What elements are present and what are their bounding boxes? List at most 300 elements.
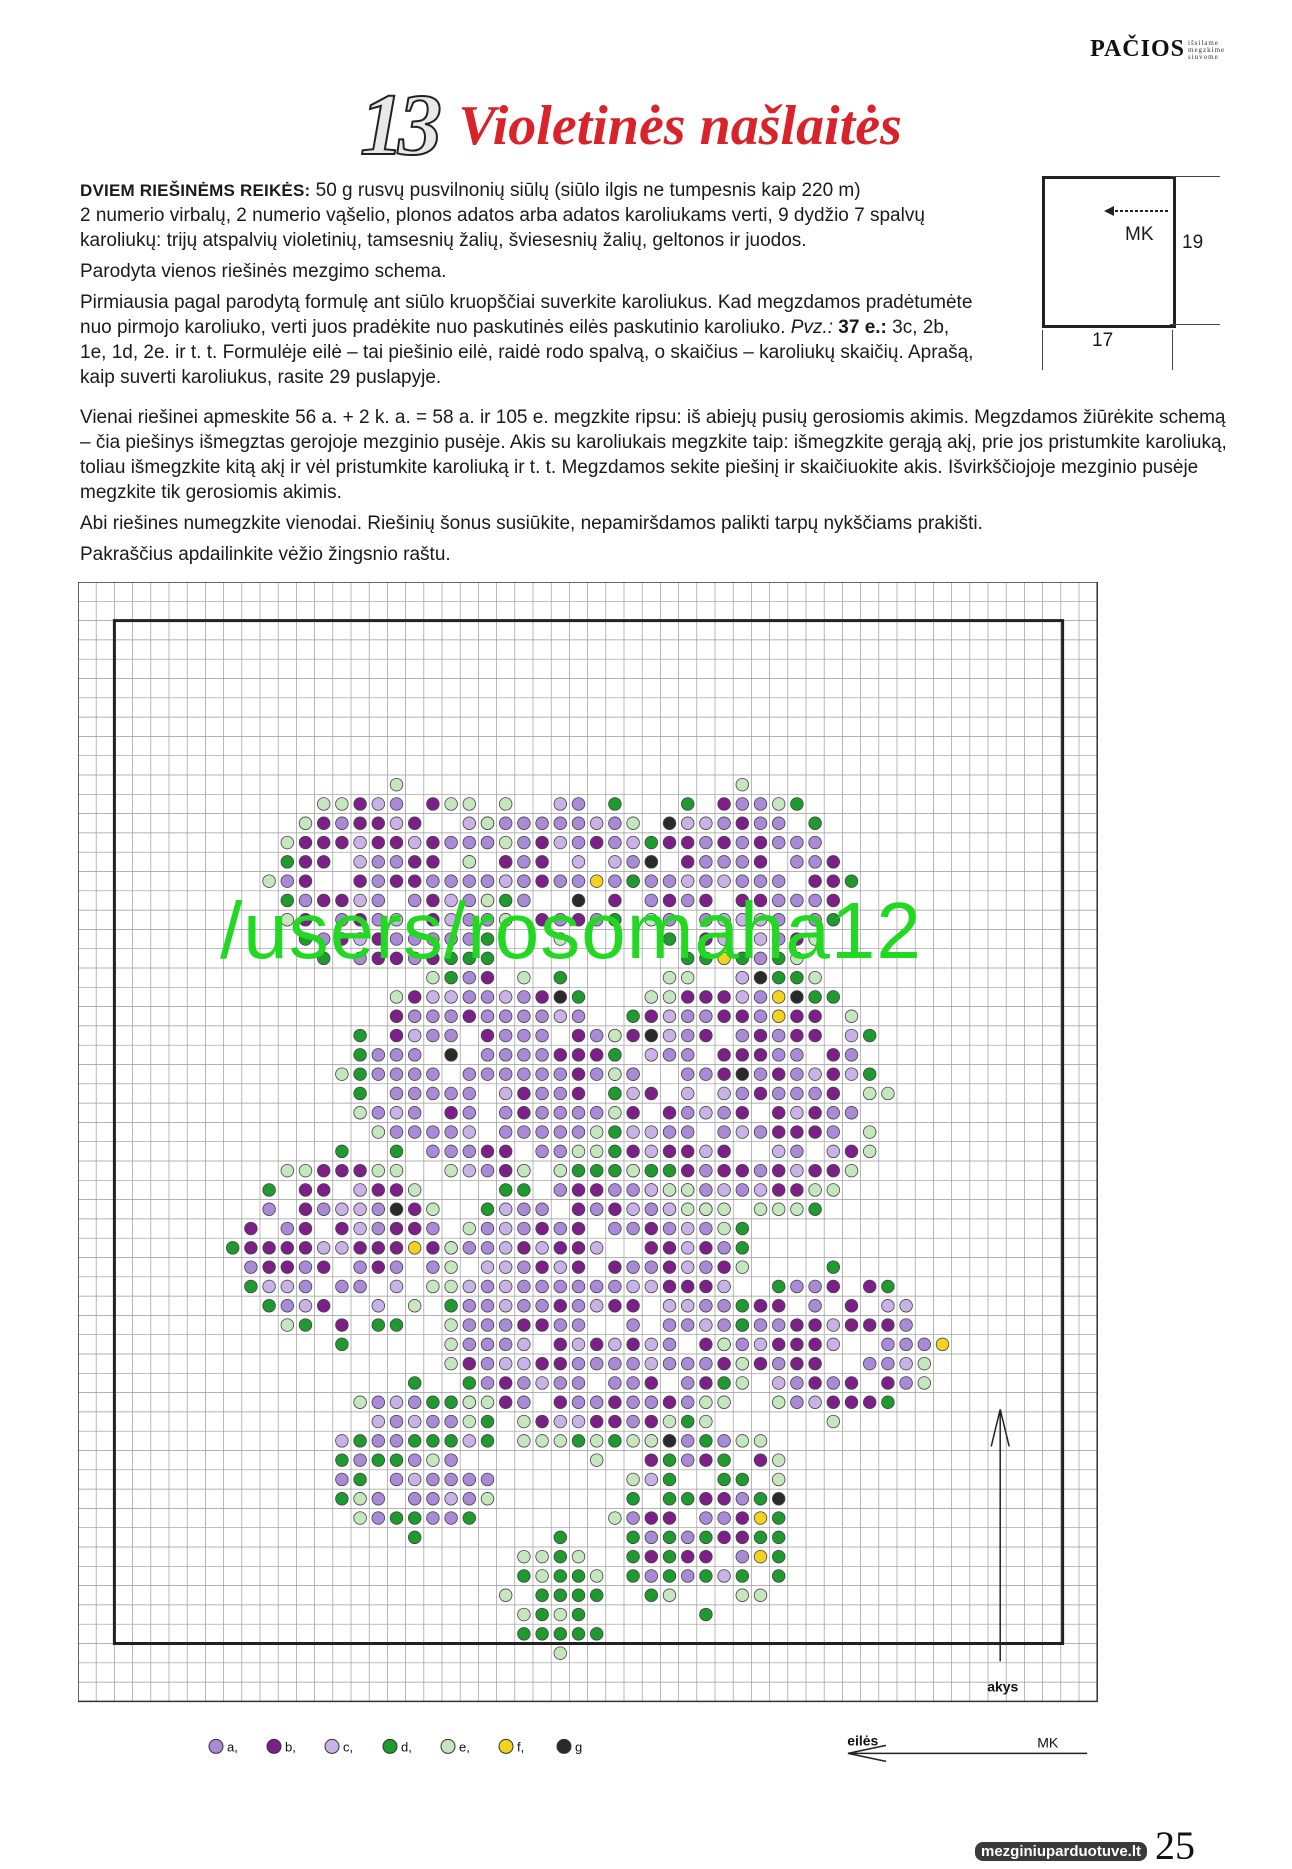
bead	[245, 1222, 258, 1235]
bead	[700, 1570, 713, 1583]
bead	[791, 1203, 804, 1216]
bead	[518, 1106, 531, 1119]
bead	[590, 1242, 603, 1255]
bead	[572, 1280, 585, 1293]
bead	[572, 913, 585, 926]
bead	[736, 1299, 749, 1312]
bead	[590, 1396, 603, 1409]
bead	[427, 1396, 440, 1409]
bead	[754, 1531, 767, 1544]
bead	[518, 1164, 531, 1177]
bead	[481, 1145, 494, 1158]
bead	[882, 1319, 895, 1332]
bead	[427, 1203, 440, 1216]
bead	[390, 952, 403, 965]
bead	[390, 1280, 403, 1293]
bead	[518, 1550, 531, 1563]
bead	[627, 1184, 640, 1197]
bead	[408, 1377, 421, 1390]
bead	[445, 1415, 458, 1428]
bead	[554, 798, 567, 811]
bead	[791, 1145, 804, 1158]
bead	[791, 1280, 804, 1293]
bead	[754, 971, 767, 984]
bead	[645, 1396, 658, 1409]
bead	[772, 836, 785, 849]
bead	[718, 875, 731, 888]
bead	[663, 1280, 676, 1293]
bead	[754, 1029, 767, 1042]
bead	[390, 1203, 403, 1216]
bead	[572, 1203, 585, 1216]
bead	[791, 798, 804, 811]
bead	[609, 1512, 622, 1525]
bead	[845, 1299, 858, 1312]
bead	[427, 1010, 440, 1023]
bead	[609, 1087, 622, 1100]
bead	[354, 1222, 367, 1235]
bead	[754, 798, 767, 811]
bead	[299, 1299, 312, 1312]
bead	[863, 1068, 876, 1081]
bead	[590, 1357, 603, 1370]
bead	[645, 913, 658, 926]
bead	[445, 1454, 458, 1467]
bead	[281, 913, 294, 926]
bead	[481, 1377, 494, 1390]
bead	[900, 1299, 913, 1312]
bead	[736, 856, 749, 869]
bead	[481, 1415, 494, 1428]
bead	[663, 991, 676, 1004]
bead	[390, 1512, 403, 1525]
bead	[718, 1126, 731, 1139]
bead	[590, 1435, 603, 1448]
bead	[754, 1087, 767, 1100]
bead	[499, 894, 512, 907]
bead	[718, 1512, 731, 1525]
bead	[317, 933, 330, 946]
bead	[299, 933, 312, 946]
bead	[463, 1280, 476, 1293]
bead	[372, 1261, 385, 1274]
bead	[354, 817, 367, 830]
bead	[627, 1222, 640, 1235]
bead	[554, 875, 567, 888]
bead	[809, 1029, 822, 1042]
bead	[681, 1068, 694, 1081]
bead	[336, 836, 349, 849]
bead	[408, 1029, 421, 1042]
bead	[427, 1242, 440, 1255]
bead	[700, 991, 713, 1004]
bead	[609, 1164, 622, 1177]
bead	[372, 798, 385, 811]
bead	[481, 894, 494, 907]
bead	[663, 933, 676, 946]
bead	[427, 971, 440, 984]
bead	[536, 1106, 549, 1119]
bead	[299, 856, 312, 869]
bead	[590, 1203, 603, 1216]
bead	[518, 817, 531, 830]
bead	[827, 894, 840, 907]
legend-swatch-g	[557, 1739, 571, 1753]
bead	[554, 1396, 567, 1409]
bead	[336, 933, 349, 946]
bead	[863, 1280, 876, 1293]
bead	[299, 894, 312, 907]
bead	[609, 1049, 622, 1062]
bead	[827, 1164, 840, 1177]
bead	[390, 1222, 403, 1235]
bead	[791, 894, 804, 907]
bead	[336, 894, 349, 907]
bead	[445, 875, 458, 888]
legend-label-b: b,	[285, 1739, 296, 1755]
bead	[463, 1396, 476, 1409]
bead	[445, 952, 458, 965]
bead	[809, 991, 822, 1004]
bead	[609, 1068, 622, 1081]
bead	[791, 1106, 804, 1119]
bead	[518, 1029, 531, 1042]
bead	[354, 1396, 367, 1409]
bead	[863, 1319, 876, 1332]
bead	[681, 1377, 694, 1390]
bead	[481, 1473, 494, 1486]
bead	[572, 1628, 585, 1641]
bead	[736, 1531, 749, 1544]
bead	[463, 971, 476, 984]
bead	[354, 1203, 367, 1216]
bead	[700, 1319, 713, 1332]
bead	[827, 856, 840, 869]
bead	[772, 1010, 785, 1023]
bead	[481, 1261, 494, 1274]
bead	[299, 836, 312, 849]
bead	[536, 1319, 549, 1332]
bead	[700, 1357, 713, 1370]
bead	[518, 1338, 531, 1351]
bead	[827, 991, 840, 1004]
bead	[663, 1203, 676, 1216]
bead	[681, 1087, 694, 1100]
bead	[572, 1145, 585, 1158]
bead	[463, 798, 476, 811]
bead	[645, 1550, 658, 1563]
bead	[499, 913, 512, 926]
bead	[645, 1570, 658, 1583]
bead	[445, 836, 458, 849]
bead	[681, 1222, 694, 1235]
bead	[499, 1203, 512, 1216]
bead	[372, 894, 385, 907]
bead	[663, 1454, 676, 1467]
bead	[809, 1396, 822, 1409]
bead	[627, 1145, 640, 1158]
bead	[681, 817, 694, 830]
bead	[681, 836, 694, 849]
bead	[572, 1435, 585, 1448]
bead	[372, 817, 385, 830]
bead	[700, 836, 713, 849]
bead	[336, 913, 349, 926]
bead	[918, 1338, 931, 1351]
bead	[772, 1570, 785, 1583]
bead	[518, 1222, 531, 1235]
bead	[718, 1570, 731, 1583]
bead	[463, 1010, 476, 1023]
bead	[772, 971, 785, 984]
bead	[445, 1396, 458, 1409]
bead	[736, 1106, 749, 1119]
bead	[900, 1319, 913, 1332]
legend-swatch-e	[441, 1739, 455, 1753]
bead	[536, 1550, 549, 1563]
bead	[809, 875, 822, 888]
bead	[336, 1338, 349, 1351]
bead	[554, 1010, 567, 1023]
bead	[390, 798, 403, 811]
bead	[809, 836, 822, 849]
bead	[590, 875, 603, 888]
bead	[481, 1029, 494, 1042]
bead	[590, 1126, 603, 1139]
bead	[499, 1589, 512, 1602]
bead	[627, 1087, 640, 1100]
bead	[791, 933, 804, 946]
bead	[791, 1319, 804, 1332]
bead	[827, 1319, 840, 1332]
bead	[754, 1299, 767, 1312]
bead-chart-svg	[78, 582, 1218, 1832]
bead	[809, 856, 822, 869]
bead	[336, 1222, 349, 1235]
bead	[427, 1029, 440, 1042]
bead	[427, 1492, 440, 1505]
bead	[681, 952, 694, 965]
bead	[772, 1029, 785, 1042]
bead	[663, 1049, 676, 1062]
bead	[718, 817, 731, 830]
bead	[681, 1357, 694, 1370]
bead	[518, 1357, 531, 1370]
bead	[645, 1242, 658, 1255]
bead	[590, 1106, 603, 1119]
bead	[518, 1628, 531, 1641]
bead	[463, 1126, 476, 1139]
bead	[809, 1377, 822, 1390]
legend-label-a: a,	[227, 1739, 238, 1755]
bead	[663, 1126, 676, 1139]
bead	[663, 1222, 676, 1235]
legend-label-f: f,	[517, 1739, 525, 1755]
bead	[263, 875, 276, 888]
bead	[299, 1261, 312, 1274]
legend-label-e: e,	[459, 1739, 470, 1755]
bead	[681, 894, 694, 907]
bead	[554, 1222, 567, 1235]
bead	[736, 798, 749, 811]
bead	[718, 1299, 731, 1312]
bead	[499, 817, 512, 830]
bead	[481, 1280, 494, 1293]
bead	[554, 1377, 567, 1390]
brand-logo: PAČIOS išsilame megzkime siuvome	[1090, 36, 1226, 62]
bead	[281, 894, 294, 907]
bead	[718, 1319, 731, 1332]
bead	[809, 1357, 822, 1370]
bead	[809, 1106, 822, 1119]
bead	[700, 1512, 713, 1525]
bead	[718, 836, 731, 849]
bead	[390, 1415, 403, 1428]
bead	[281, 1280, 294, 1293]
bead	[354, 1164, 367, 1177]
bead	[791, 971, 804, 984]
bead	[336, 817, 349, 830]
bead	[627, 1164, 640, 1177]
bead	[390, 1029, 403, 1042]
bead	[499, 1164, 512, 1177]
bead	[427, 1261, 440, 1274]
bead	[590, 1628, 603, 1641]
bead	[536, 856, 549, 869]
bead	[281, 1261, 294, 1274]
bead	[317, 952, 330, 965]
bead	[754, 1492, 767, 1505]
bead	[554, 1550, 567, 1563]
bead	[700, 1184, 713, 1197]
bead	[554, 1589, 567, 1602]
bead	[372, 913, 385, 926]
bead	[554, 1087, 567, 1100]
bead	[845, 1010, 858, 1023]
bead	[408, 952, 421, 965]
bead	[445, 1512, 458, 1525]
bead	[700, 1454, 713, 1467]
bead	[882, 1299, 895, 1312]
bead	[299, 1184, 312, 1197]
bead	[845, 1319, 858, 1332]
bead	[772, 1512, 785, 1525]
bead	[681, 1454, 694, 1467]
bead	[845, 1106, 858, 1119]
legend-swatch-d	[383, 1739, 397, 1753]
bead	[700, 1492, 713, 1505]
bead	[754, 1164, 767, 1177]
bead	[518, 1377, 531, 1390]
bead	[736, 1242, 749, 1255]
bead	[554, 1415, 567, 1428]
bead	[827, 1068, 840, 1081]
bead	[645, 1415, 658, 1428]
bead	[827, 1145, 840, 1158]
bead	[572, 1357, 585, 1370]
bead	[481, 1435, 494, 1448]
bead	[572, 1242, 585, 1255]
bead	[554, 1261, 567, 1274]
bead	[463, 1377, 476, 1390]
bead	[408, 1454, 421, 1467]
legend-swatch-f	[499, 1739, 513, 1753]
bead	[645, 1338, 658, 1351]
bead	[700, 1222, 713, 1235]
bead	[499, 1087, 512, 1100]
bead	[845, 1049, 858, 1062]
legend-swatch-a	[209, 1739, 223, 1753]
bead	[445, 1242, 458, 1255]
chart-mk-label: MK	[1037, 1734, 1059, 1751]
bead	[499, 1280, 512, 1293]
bead	[681, 991, 694, 1004]
bead	[518, 1068, 531, 1081]
bead	[754, 1357, 767, 1370]
watermark: /users/rosomaha12	[220, 886, 922, 975]
bead	[372, 933, 385, 946]
bead	[445, 1473, 458, 1486]
bead	[809, 1010, 822, 1023]
bead	[536, 1280, 549, 1293]
bead	[299, 817, 312, 830]
bead	[499, 875, 512, 888]
bead	[736, 778, 749, 791]
bead	[845, 875, 858, 888]
bead	[681, 1415, 694, 1428]
bead	[572, 1222, 585, 1235]
bead	[390, 1184, 403, 1197]
bead	[518, 1435, 531, 1448]
bead	[845, 1164, 858, 1177]
bead	[554, 1531, 567, 1544]
bead	[481, 952, 494, 965]
bead	[700, 1280, 713, 1293]
bead	[609, 894, 622, 907]
bead	[499, 1068, 512, 1081]
bead	[408, 894, 421, 907]
bead	[336, 1164, 349, 1177]
bead	[572, 836, 585, 849]
bead	[700, 817, 713, 830]
bead	[590, 1299, 603, 1312]
bead	[536, 1628, 549, 1641]
bead	[518, 1242, 531, 1255]
bead	[700, 1261, 713, 1274]
bead	[754, 1049, 767, 1062]
bead	[354, 1242, 367, 1255]
bead	[700, 1415, 713, 1428]
size-diagram-height: 19	[1182, 232, 1204, 253]
bead	[390, 1087, 403, 1100]
bead	[645, 856, 658, 869]
bead	[390, 1049, 403, 1062]
bead	[918, 1357, 931, 1370]
direction-arrow-icon	[1104, 204, 1174, 218]
bead	[463, 1435, 476, 1448]
bead	[427, 1512, 440, 1525]
bead	[609, 1280, 622, 1293]
bead	[736, 1377, 749, 1390]
bead	[736, 1338, 749, 1351]
bead	[263, 1261, 276, 1274]
bead	[536, 1242, 549, 1255]
bead	[736, 1570, 749, 1583]
bead	[518, 971, 531, 984]
bead	[754, 1454, 767, 1467]
bead	[463, 1415, 476, 1428]
bead	[772, 1164, 785, 1177]
